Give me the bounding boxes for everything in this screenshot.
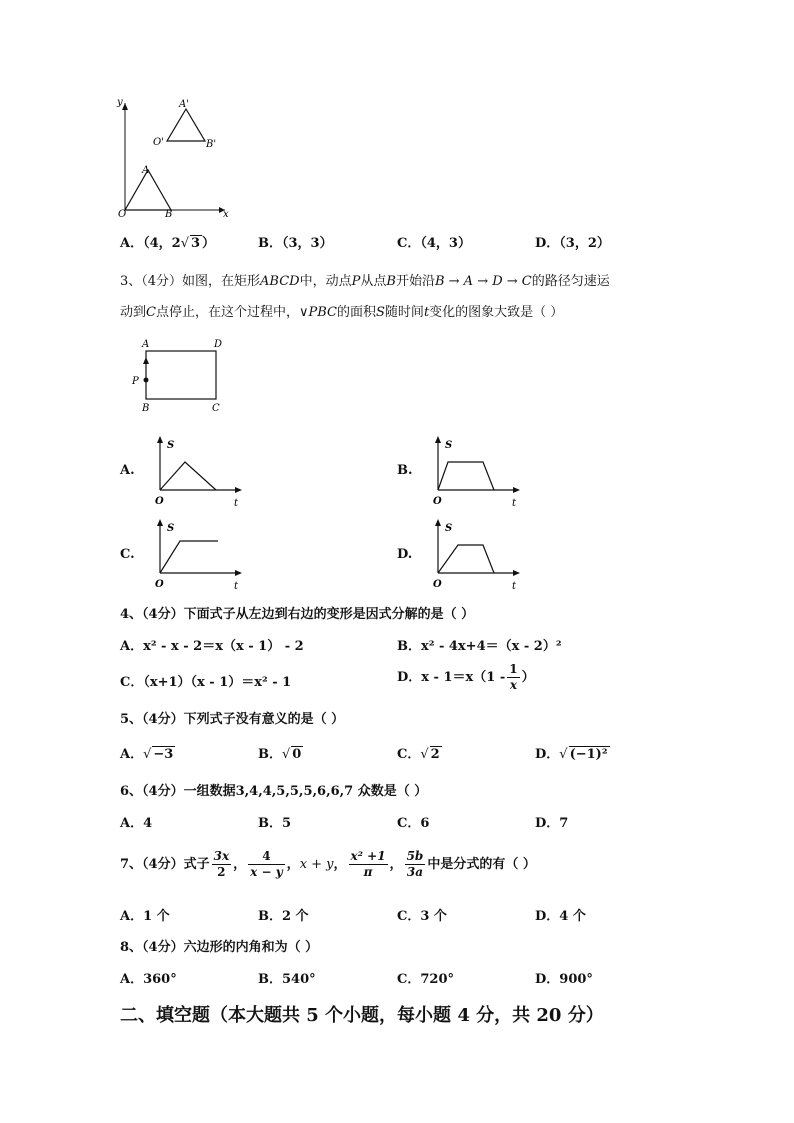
q2-option-d[interactable]: D．（3，2） bbox=[535, 236, 610, 251]
q7-option-a[interactable]: A．1 个 bbox=[120, 909, 170, 924]
rect-label-p: P bbox=[132, 376, 139, 387]
point-a-label: A bbox=[142, 165, 150, 176]
q3-stem-line1: 3、（4分）如图，在矩形ABCD中，动点P从点B开始沿B → A → D → C的路径匀速运 bbox=[120, 274, 610, 289]
q3-option-d-label[interactable]: D. bbox=[397, 547, 413, 562]
point-b1-label: B' bbox=[206, 139, 217, 150]
q7-option-b[interactable]: B．2 个 bbox=[258, 909, 309, 924]
svg-text:t: t bbox=[234, 581, 239, 592]
x-axis-label: x bbox=[223, 209, 229, 220]
rect-label-b: B bbox=[142, 403, 150, 414]
svg-text:O: O bbox=[433, 579, 442, 590]
coordinate-figure bbox=[115, 95, 240, 220]
q8-option-b[interactable]: B．540° bbox=[258, 972, 316, 987]
svg-text:S: S bbox=[445, 523, 453, 534]
q6-option-b[interactable]: B．5 bbox=[258, 816, 292, 831]
q2-option-a[interactable]: A．（4，2√ 3 ） bbox=[120, 236, 216, 251]
section-heading-fill-in: 二、填空题（本大题共 5 个小题，每小题 4 分，共 20 分） bbox=[120, 1005, 604, 1026]
svg-text:O: O bbox=[155, 496, 164, 507]
svg-text:O: O bbox=[155, 579, 164, 590]
q5-option-c[interactable]: C．√ 2 bbox=[397, 747, 440, 762]
point-b-label: B bbox=[165, 209, 173, 220]
q5-option-a[interactable]: A．√ −3 bbox=[120, 747, 174, 762]
q2-option-c[interactable]: C．（4，3） bbox=[397, 236, 471, 251]
q6-option-a[interactable]: A．4 bbox=[120, 816, 153, 831]
svg-text:S: S bbox=[167, 523, 175, 534]
svg-text:S: S bbox=[445, 440, 453, 451]
origin-label: O bbox=[118, 209, 127, 220]
q7-stem: 7、（4分）式子 $\frac{3x}{2}$ ， $\frac{4}{x - y}$ ，x + y， $\frac{\text{x² +1}}{\pi}$ ， $\frac{5b}{3a}$ 中是分式的有（ ） bbox=[120, 849, 536, 879]
q3-option-b-label[interactable]: B. bbox=[397, 463, 413, 478]
q4-option-d[interactable]: D．x - 1＝x（1 - $\frac{1}{x}$ ） bbox=[397, 662, 535, 692]
point-o1-label: O' bbox=[153, 137, 164, 148]
q6-option-d[interactable]: D．7 bbox=[535, 816, 569, 831]
rect-label-c: C bbox=[212, 403, 220, 414]
q4-stem: 4、（4分）下面式子从左边到右边的变形是因式分解的是（ ） bbox=[120, 607, 475, 622]
rect-label-d: D bbox=[214, 339, 223, 350]
q2-option-b[interactable]: B．（3，3） bbox=[258, 236, 333, 251]
svg-text:t: t bbox=[512, 581, 517, 592]
q7-option-d[interactable]: D．4 个 bbox=[535, 909, 586, 924]
q6-stem: 6、（4分）一组数据3,4,4,5,5,5,6,6,7 众数是（ ） bbox=[120, 784, 428, 799]
q8-option-c[interactable]: C．720° bbox=[397, 972, 454, 987]
svg-text:O: O bbox=[433, 496, 442, 507]
svg-text:t: t bbox=[512, 498, 517, 509]
triangle-translated bbox=[167, 109, 205, 141]
q5-stem: 5、（4分）下列式子没有意义的是（ ） bbox=[120, 712, 345, 727]
q4-option-c[interactable]: C．（x+1）（x - 1）＝x² - 1 bbox=[120, 675, 292, 690]
q7-option-c[interactable]: C．3 个 bbox=[397, 909, 447, 924]
rectangle-figure bbox=[128, 335, 228, 415]
svg-text:S: S bbox=[167, 440, 175, 451]
q5-option-d[interactable]: D．√ (−1)² bbox=[535, 747, 608, 762]
q8-option-d[interactable]: D．900° bbox=[535, 972, 593, 987]
q3-option-c-label[interactable]: C. bbox=[120, 547, 135, 562]
q8-stem: 8、（4分）六边形的内角和为（ ） bbox=[120, 940, 319, 955]
q3-graph-c[interactable] bbox=[150, 515, 250, 595]
q8-option-a[interactable]: A．360° bbox=[120, 972, 177, 987]
y-axis-label: y bbox=[117, 97, 123, 108]
q3-stem-line2: 动到C点停止，在这个过程中，∨PBC的面积S随时间t变化的图象大致是（ ） bbox=[120, 305, 564, 320]
q3-option-a-label[interactable]: A. bbox=[120, 463, 135, 478]
q3-graph-d[interactable] bbox=[428, 515, 528, 595]
q3-graph-a[interactable] bbox=[150, 432, 250, 512]
point-a1-label: A' bbox=[179, 99, 189, 110]
q3-graph-b[interactable] bbox=[428, 432, 528, 512]
q4-option-b[interactable]: B．x² - 4x+4＝（x - 2）² bbox=[397, 639, 562, 654]
rect-label-a: A bbox=[142, 339, 150, 350]
q6-option-c[interactable]: C．6 bbox=[397, 816, 430, 831]
triangle-oab bbox=[125, 170, 171, 210]
q5-option-b[interactable]: B．√ 0 bbox=[258, 747, 302, 762]
svg-text:t: t bbox=[234, 498, 239, 509]
q4-option-a[interactable]: A．x² - x - 2＝x（x - 1） - 2 bbox=[120, 639, 304, 654]
